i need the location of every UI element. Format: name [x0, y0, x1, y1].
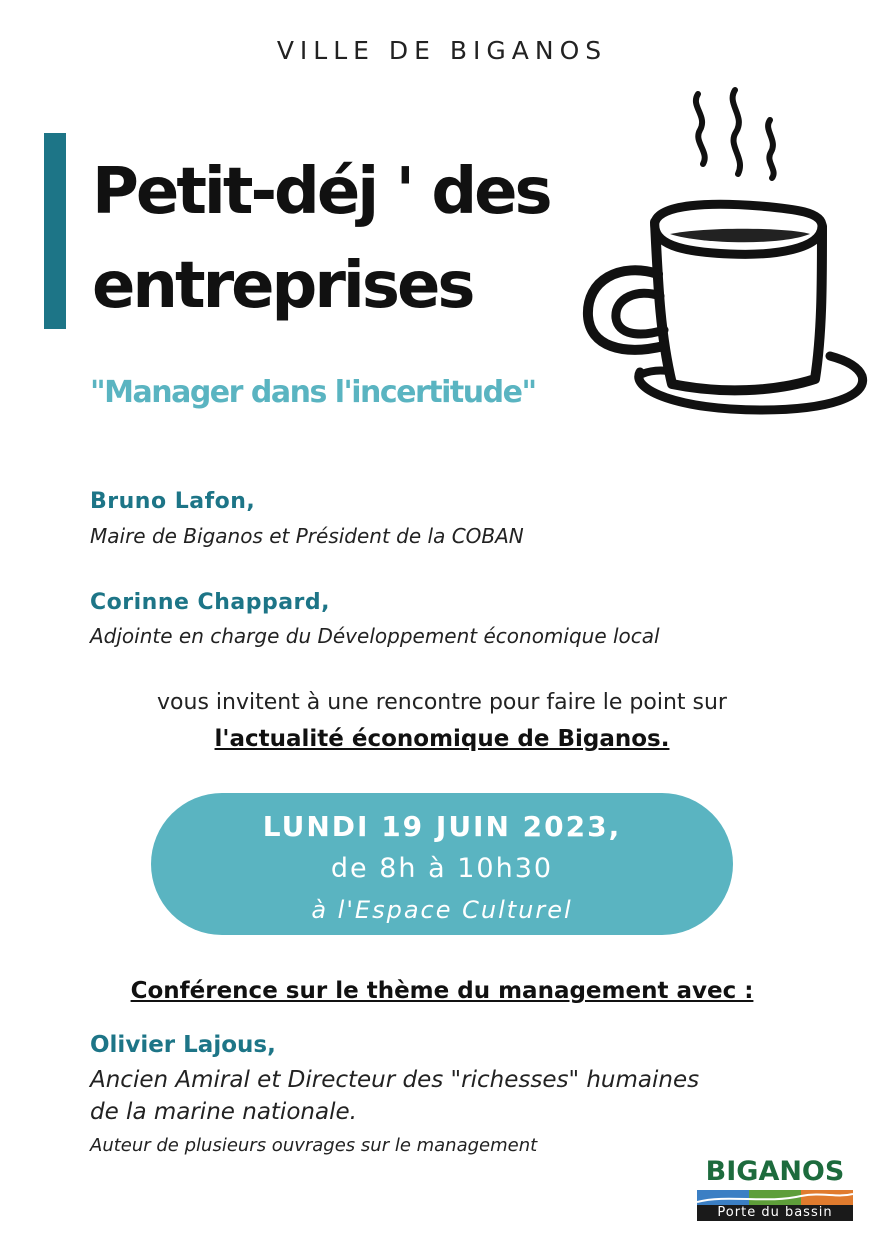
title-accent-bar [44, 133, 66, 329]
event-subtitle: "Manager dans l'incertitude" [90, 375, 536, 410]
conference-heading: Conférence sur le thème du management avec : [130, 978, 754, 1004]
organization-name: VILLE DE BIGANOS [276, 36, 608, 65]
speaker-role-line1: Ancien Amiral et Directeur des "richesses" humaines [90, 1067, 700, 1093]
event-date: LUNDI 19 JUIN 2023, [262, 810, 622, 843]
speaker-name: Olivier Lajous, [90, 1032, 276, 1058]
page-title-line1: Petit-déj ' des [92, 155, 550, 229]
host-role-bruno-lafon: Maire de Biganos et Président de la COBAN [90, 524, 524, 548]
coffee-cup-icon [560, 84, 870, 424]
biganos-logo-tagline: Porte du bassin [697, 1205, 853, 1221]
speaker-note: Auteur de plusieurs ouvrages sur le management [90, 1135, 538, 1156]
page-title-line2: entreprises [92, 249, 473, 323]
host-name-bruno-lafon: Bruno Lafon, [90, 489, 256, 514]
speaker-role-line2: de la marine nationale. [90, 1099, 357, 1125]
host-name-corinne-chappard: Corinne Chappard, [90, 590, 331, 615]
event-time: de 8h à 10h30 [330, 853, 554, 884]
invitation-text: vous invitent à une rencontre pour faire le point sur [157, 690, 727, 715]
event-place: à l'Espace Culturel [311, 896, 573, 924]
biganos-logo-band-icon [697, 1190, 853, 1206]
biganos-logo-name: BIGANOS [705, 1156, 845, 1187]
host-role-corinne-chappard: Adjointe en charge du Développement économique local [90, 624, 660, 648]
invitation-topic: l'actualité économique de Biganos. [214, 726, 670, 752]
